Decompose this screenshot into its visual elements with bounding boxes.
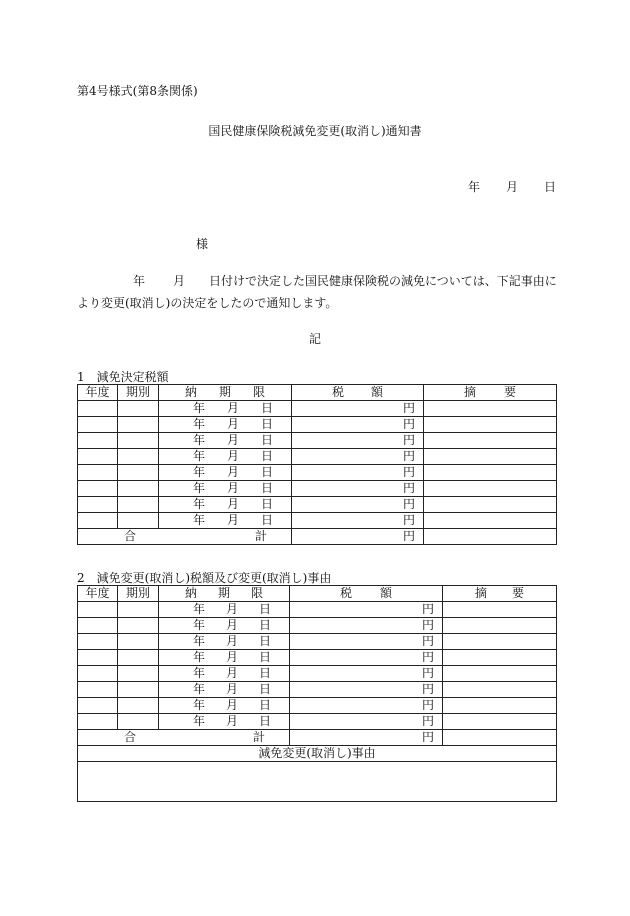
due-date-cell[interactable]: 年 月 日 xyxy=(159,481,292,497)
tax-amount-cell[interactable]: 円 xyxy=(290,634,443,650)
tax-amount-cell[interactable]: 円 xyxy=(292,497,424,513)
remarks-cell[interactable] xyxy=(424,465,557,481)
issue-date xyxy=(468,178,556,195)
header-due-date: 納 期 限 xyxy=(159,586,290,602)
table-row xyxy=(78,634,557,650)
period-cell[interactable] xyxy=(118,513,159,529)
period-cell[interactable] xyxy=(118,433,159,449)
tax-amount-cell[interactable]: 円 xyxy=(290,602,443,618)
fiscal-year-cell[interactable] xyxy=(78,634,118,650)
document-title: 国民健康保険税減免変更(取消し)通知書 xyxy=(208,124,422,138)
table-row xyxy=(78,602,557,618)
header-due-date: 納 期 限 xyxy=(159,385,292,401)
due-date-cell[interactable]: 年 月 日 xyxy=(159,634,290,650)
total-remarks-cell[interactable] xyxy=(424,529,557,545)
fiscal-year-cell[interactable] xyxy=(78,650,118,666)
table-row xyxy=(78,513,557,529)
total-label: 合 計 xyxy=(78,730,290,746)
due-date-cell[interactable]: 年 月 日 xyxy=(159,682,290,698)
period-cell[interactable] xyxy=(118,618,159,634)
fiscal-year-cell[interactable] xyxy=(78,714,118,730)
fiscal-year-cell[interactable] xyxy=(78,465,118,481)
table-row xyxy=(78,666,557,682)
notice-body xyxy=(77,270,557,314)
reason-input-area[interactable] xyxy=(78,762,557,802)
total-amount-cell[interactable]: 円 xyxy=(290,730,443,746)
tax-amount-cell[interactable]: 円 xyxy=(290,682,443,698)
fiscal-year-cell[interactable] xyxy=(78,481,118,497)
body-month-label: 月 xyxy=(173,274,186,288)
body-text: 日付けで決定した国民健康保険税の減免については、下記事由により変更(取消し)の決定をしたので通知します。 xyxy=(77,274,557,310)
remarks-cell[interactable] xyxy=(424,401,557,417)
due-date-cell[interactable]: 年 月 日 xyxy=(159,618,290,634)
table-row xyxy=(78,401,557,417)
due-date-cell[interactable]: 年 月 日 xyxy=(159,714,290,730)
tax-amount-cell[interactable]: 円 xyxy=(290,650,443,666)
due-date-cell[interactable]: 年 月 日 xyxy=(159,497,292,513)
total-label: 合 計 xyxy=(78,529,292,545)
remarks-cell[interactable] xyxy=(443,666,557,682)
header-remarks: 摘 要 xyxy=(424,385,557,401)
table-row xyxy=(78,449,557,465)
remarks-cell[interactable] xyxy=(443,618,557,634)
table-row xyxy=(78,682,557,698)
body-year-label: 年 xyxy=(133,274,146,288)
addressee-honorific: 様 xyxy=(196,237,209,251)
tax-amount-cell[interactable]: 円 xyxy=(292,449,424,465)
table-header-row xyxy=(78,586,557,602)
remarks-cell[interactable] xyxy=(424,497,557,513)
table-row xyxy=(78,497,557,513)
fiscal-year-cell[interactable] xyxy=(78,513,118,529)
reason-row xyxy=(78,762,557,802)
total-row xyxy=(78,730,557,746)
tax-amount-cell[interactable]: 円 xyxy=(292,465,424,481)
table-row xyxy=(78,433,557,449)
due-date-cell[interactable]: 年 月 日 xyxy=(159,433,292,449)
record-mark: 記 xyxy=(308,332,321,346)
period-cell[interactable] xyxy=(118,497,159,513)
period-cell[interactable] xyxy=(118,714,159,730)
reason-label-row xyxy=(78,746,557,762)
table-row xyxy=(78,481,557,497)
header-tax-amount: 税 額 xyxy=(292,385,424,401)
tax-amount-cell[interactable]: 円 xyxy=(290,618,443,634)
due-date-cell[interactable]: 年 月 日 xyxy=(159,650,290,666)
period-cell[interactable] xyxy=(118,682,159,698)
remarks-cell[interactable] xyxy=(443,650,557,666)
header-fiscal-year: 年度 xyxy=(78,385,118,401)
header-period: 期別 xyxy=(118,586,159,602)
header-fiscal-year: 年度 xyxy=(78,586,118,602)
fiscal-year-cell[interactable] xyxy=(78,698,118,714)
fiscal-year-cell[interactable] xyxy=(78,682,118,698)
reason-label: 減免変更(取消し)事由 xyxy=(78,746,557,762)
total-amount-cell[interactable]: 円 xyxy=(292,529,424,545)
table-row xyxy=(78,714,557,730)
total-row xyxy=(78,529,557,545)
tax-amount-cell[interactable]: 円 xyxy=(292,513,424,529)
fiscal-year-cell[interactable] xyxy=(78,449,118,465)
fiscal-year-cell[interactable] xyxy=(78,666,118,682)
remarks-cell[interactable] xyxy=(424,449,557,465)
due-date-cell[interactable]: 年 月 日 xyxy=(159,698,290,714)
header-tax-amount: 税 額 xyxy=(290,586,443,602)
period-cell[interactable] xyxy=(118,449,159,465)
table-row xyxy=(78,618,557,634)
total-remarks-cell[interactable] xyxy=(443,730,557,746)
due-date-cell[interactable]: 年 月 日 xyxy=(159,417,292,433)
remarks-cell[interactable] xyxy=(443,698,557,714)
period-cell[interactable] xyxy=(118,401,159,417)
due-date-cell[interactable]: 年 月 日 xyxy=(159,449,292,465)
reduction-decision-table xyxy=(77,384,557,545)
date-year-label: 年 xyxy=(468,180,481,194)
fiscal-year-cell[interactable] xyxy=(78,401,118,417)
due-date-cell[interactable]: 年 月 日 xyxy=(159,513,292,529)
period-cell[interactable] xyxy=(118,417,159,433)
header-period: 期別 xyxy=(118,385,159,401)
table-row xyxy=(78,650,557,666)
tax-amount-cell[interactable]: 円 xyxy=(292,401,424,417)
reduction-change-table xyxy=(77,585,557,802)
tax-amount-cell[interactable]: 円 xyxy=(290,714,443,730)
period-cell[interactable] xyxy=(118,666,159,682)
fiscal-year-cell[interactable] xyxy=(78,618,118,634)
due-date-cell[interactable]: 年 月 日 xyxy=(159,602,290,618)
table-row xyxy=(78,417,557,433)
remarks-cell[interactable] xyxy=(443,714,557,730)
fiscal-year-cell[interactable] xyxy=(78,602,118,618)
period-cell[interactable] xyxy=(118,481,159,497)
remarks-cell[interactable] xyxy=(424,417,557,433)
remarks-cell[interactable] xyxy=(443,602,557,618)
fiscal-year-cell[interactable] xyxy=(78,433,118,449)
table-row xyxy=(78,465,557,481)
date-month-label: 月 xyxy=(506,180,519,194)
header-remarks: 摘 要 xyxy=(443,586,557,602)
remarks-cell[interactable] xyxy=(424,513,557,529)
period-cell[interactable] xyxy=(118,634,159,650)
due-date-cell[interactable]: 年 月 日 xyxy=(159,465,292,481)
tax-amount-cell[interactable]: 円 xyxy=(292,481,424,497)
due-date-cell[interactable]: 年 月 日 xyxy=(159,401,292,417)
period-cell[interactable] xyxy=(118,698,159,714)
section1-title: 1 減免決定税額 xyxy=(77,370,169,384)
fiscal-year-cell[interactable] xyxy=(78,497,118,513)
period-cell[interactable] xyxy=(118,650,159,666)
table-header-row xyxy=(78,385,557,401)
tax-amount-cell[interactable]: 円 xyxy=(292,417,424,433)
remarks-cell[interactable] xyxy=(424,481,557,497)
due-date-cell[interactable]: 年 月 日 xyxy=(159,666,290,682)
section2-title: 2 減免変更(取消し)税額及び変更(取消し)事由 xyxy=(77,571,332,585)
remarks-cell[interactable] xyxy=(443,682,557,698)
remarks-cell[interactable] xyxy=(424,433,557,449)
tax-amount-cell[interactable]: 円 xyxy=(292,433,424,449)
form-number: 第4号様式(第8条関係) xyxy=(77,84,198,98)
remarks-cell[interactable] xyxy=(443,634,557,650)
date-day-label: 日 xyxy=(544,180,557,194)
table-row xyxy=(78,698,557,714)
period-cell[interactable] xyxy=(118,602,159,618)
tax-amount-cell[interactable]: 円 xyxy=(290,666,443,682)
fiscal-year-cell[interactable] xyxy=(78,417,118,433)
tax-amount-cell[interactable]: 円 xyxy=(290,698,443,714)
period-cell[interactable] xyxy=(118,465,159,481)
